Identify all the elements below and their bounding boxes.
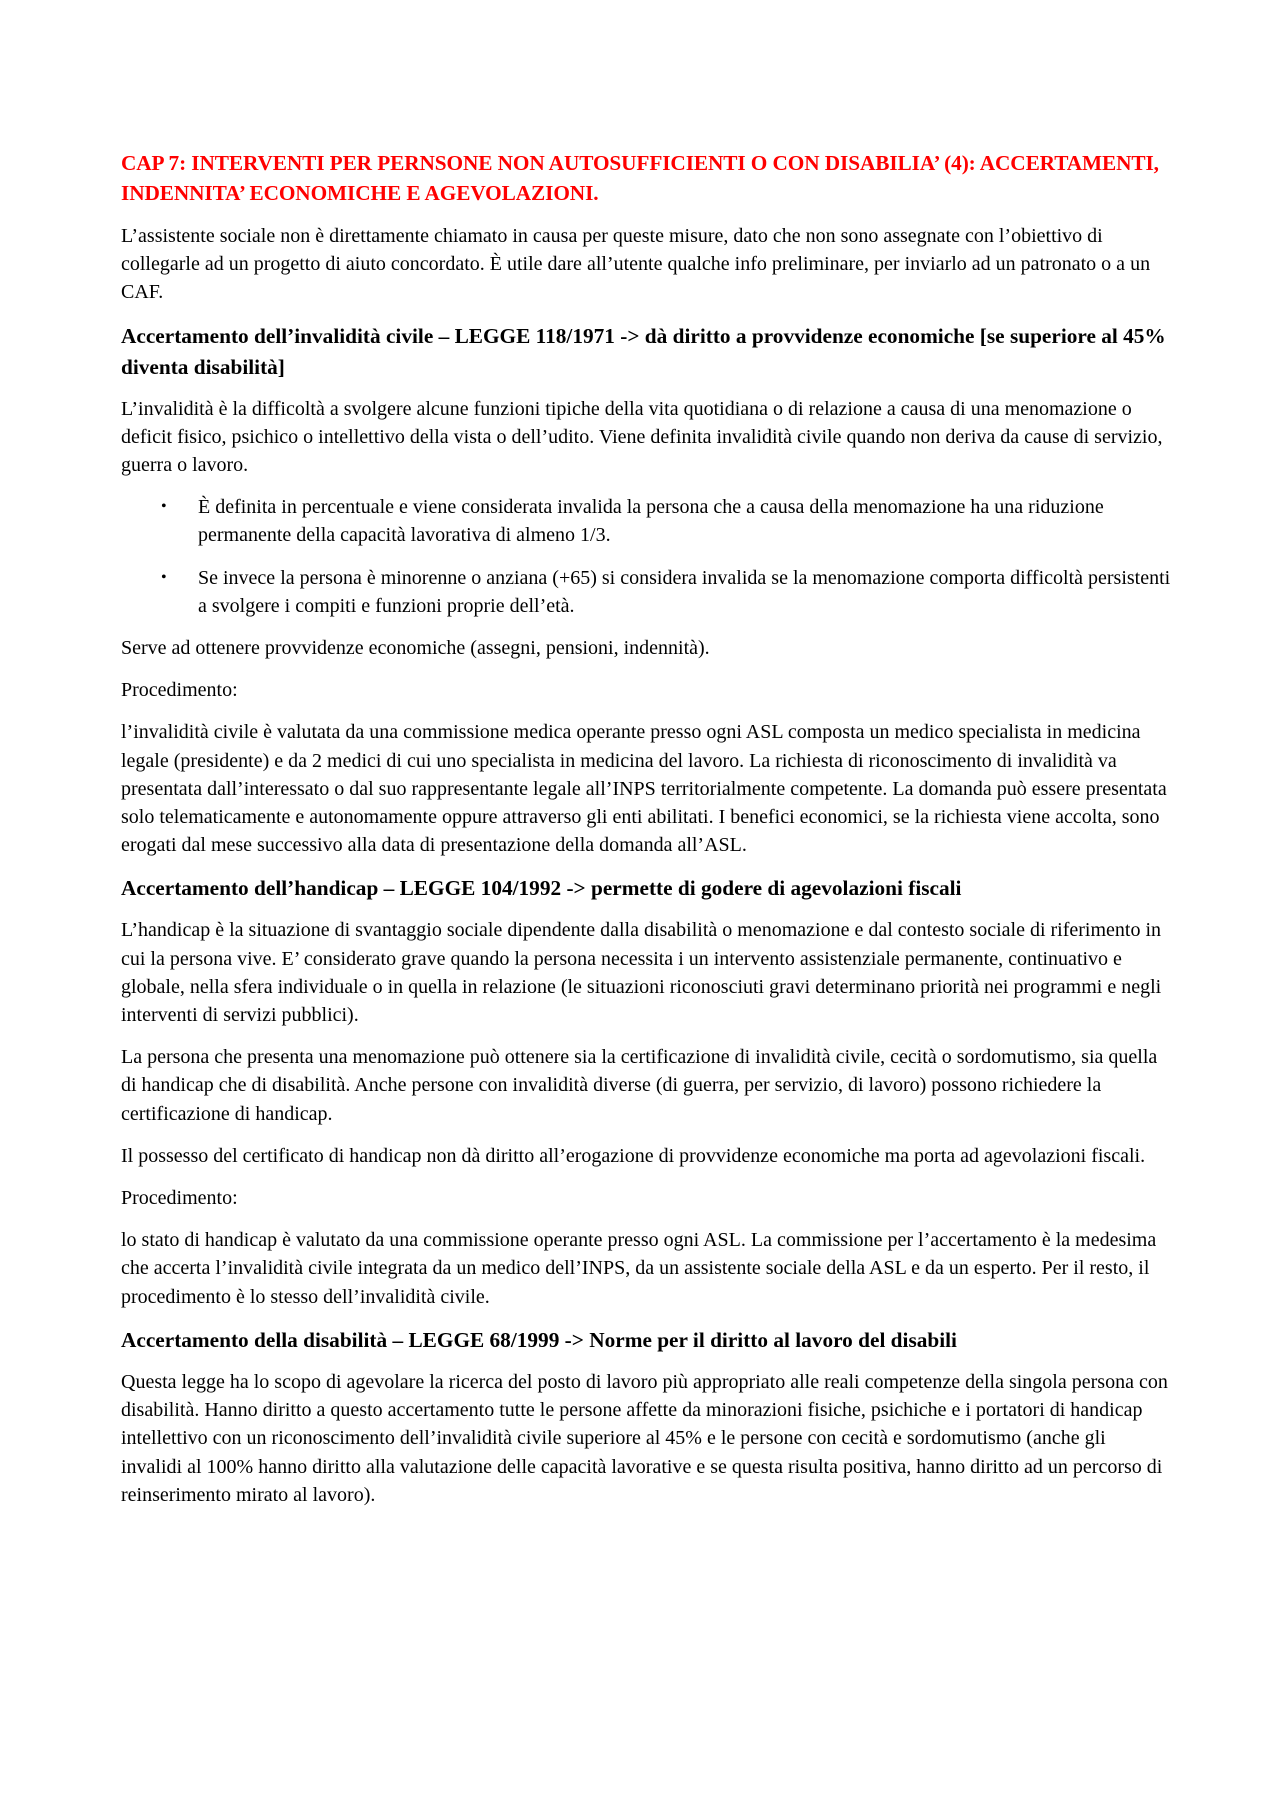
intro-paragraph: L’assistente sociale non è direttamente chiamato in causa per queste misure, dato che non sono assegnate con l’obiettivo di collegarle ad un progetto di aiuto concordato. È utile dare all’utente qualche info preliminare, per inviarlo ad un patronato o a un CAF. [121, 225, 1151, 304]
procedure-label: Procedimento: [121, 679, 238, 702]
procedure-label: Procedimento: [121, 1187, 238, 1210]
handicap-benefits: Il possesso del certificato di handicap non dà diritto all’erogazione di provvidenze economiche ma porta ad agevolazioni fiscali. [121, 1144, 1146, 1167]
section-heading-invalidita: Accertamento dell’invalidità civile – LEGGE 118/1971 -> dà diritto a provvidenze economiche [se superiore al 45% diventa disabilità] [121, 323, 1166, 379]
invalidita-procedure: l’invalidità civile è valutata da una commissione medica operante presso ogni ASL composta un medico specialista in medicina legale (presidente) e da 2 medici di cui uno specialista in medicina del lavoro. La richiesta di riconoscimento di invalidità va presentata dall’interessato o dal suo rappresentante legale all’INPS territorialmente competente. La domanda può essere presentata solo telematicamente e autonomamente oppure attraverso gli enti abilitati. I benefici economici, se la richiesta viene accolta, sono erogati dal mese successivo alla data di presentazione della domanda all’ASL. [121, 721, 1167, 857]
section-invalidita-civile [121, 321, 1171, 860]
section-handicap [121, 873, 1171, 1310]
handicap-procedure: lo stato di handicap è valutato da una commissione operante presso ogni ASL. La commissione per l’accertamento è la medesima che accerta l’invalidità civile integrata da un medico dell’INPS, da un assistente sociale della ASL e da un esperto. Per il resto, il procedimento è lo stesso dell’invalidità civile. [121, 1229, 1157, 1308]
invalidita-purpose: Serve ad ottenere provvidenze economiche (assegni, pensioni, indennità). [121, 637, 710, 660]
handicap-certification: La persona che presenta una menomazione può ottenere sia la certificazione di invalidità civile, cecità o sordomutismo, sia quella di handicap che di disabilità. Anche persone con invalidità diverse (di guerra, per servizio, di lavoro) possono richiedere la certificazione di handicap. [121, 1046, 1158, 1125]
handicap-definition: L’handicap è la situazione di svantaggio sociale dipendente dalla disabilità o menomazione e dal contesto sociale di riferimento in cui la persona vive. E’ considerato grave quando la persona necessita i un intervento assistenziale permanente, continuativo e globale, nella sfera individuale o in quella in relazione (le situazioni riconosciuti gravi determinano priorità nei programmi e negli interventi di servizi pubblici). [121, 919, 1162, 1027]
bullet-icon: • [161, 498, 167, 516]
document-page [121, 148, 1171, 1523]
invalidita-bullet-list [121, 493, 1171, 620]
chapter-title: CAP 7: INTERVENTI PER PERNSONE NON AUTOSUFFICIENTI O CON DISABILIA’ (4): ACCERTAMENTI, INDENNITA’ ECONOMICHE E AGEVOLAZIONI. [121, 151, 1159, 205]
list-item-text: Se invece la persona è minorenne o anziana (+65) si considera invalida se la menomazione comporta difficoltà persistenti a svolgere i compiti e funzioni proprie dell’età. [198, 566, 1171, 617]
bullet-icon: • [161, 568, 167, 586]
disabilita-description: Questa legge ha lo scopo di agevolare la ricerca del posto di lavoro più appropriato alle reali competenze della singola persona con disabilità. Hanno diritto a questo accertamento tutte le persone affette da minorazioni fisiche, psichiche e i portatori di handicap intellettivo con un riconoscimento dell’invalidità civile superiore al 45% e le persone con cecità e sordomutismo (anche gli invalidi al 100% hanno diritto alla valutazione delle capacità lavorative e se questa risulta positiva, hanno diritto ad un percorso di reinserimento mirato al lavoro). [121, 1370, 1168, 1506]
section-disabilita [121, 1325, 1171, 1509]
list-item-text: È definita in percentuale e viene considerata invalida la persona che a causa della menomazione ha una riduzione permanente della capacità lavorativa di almeno 1/3. [198, 496, 1104, 547]
invalidita-definition: L’invalidità è la difficoltà a svolgere alcune funzioni tipiche della vita quotidiana o di relazione a causa di una menomazione o deficit fisico, psichico o intellettivo della vista o dell’udito. Viene definita invalidità civile quando non deriva da cause di servizio, guerra o lavoro. [121, 397, 1163, 477]
section-heading-handicap: Accertamento dell’handicap – LEGGE 104/1992 -> permette di godere di agevolazioni fiscali [121, 876, 962, 901]
list-item [121, 493, 1171, 549]
list-item [121, 564, 1171, 620]
section-heading-disabilita: Accertamento della disabilità – LEGGE 68/1999 -> Norme per il diritto al lavoro del disabili [121, 1327, 957, 1352]
